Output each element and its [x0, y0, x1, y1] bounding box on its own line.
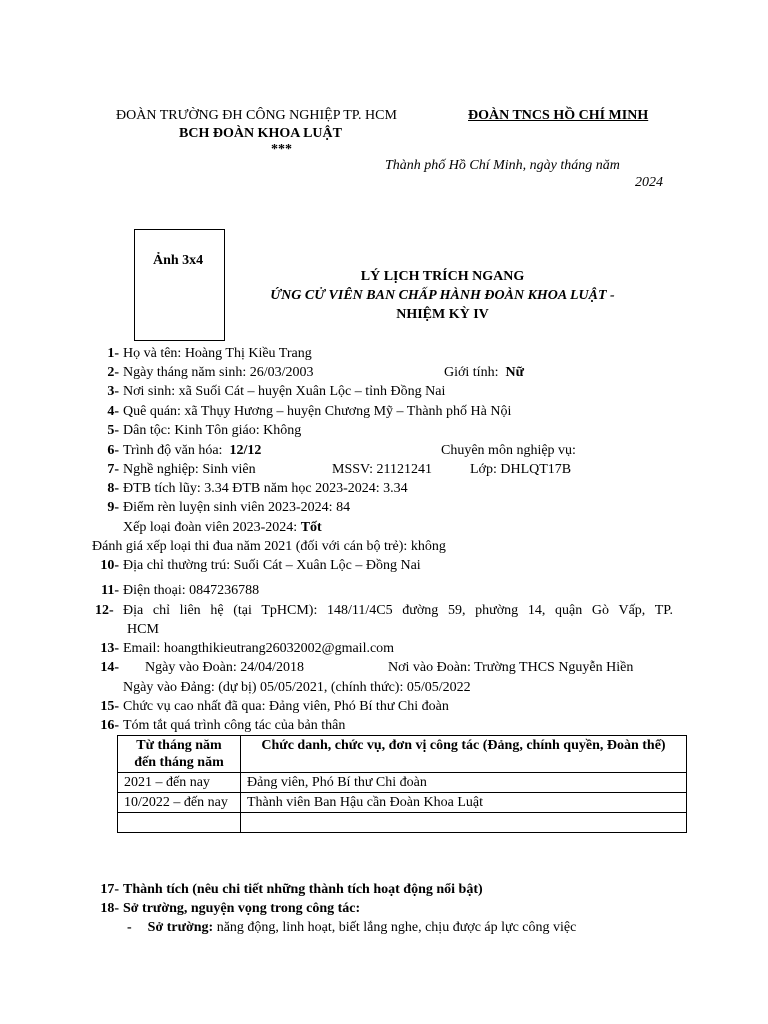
evaluation: Đánh giá xếp loại thi đua năm 2021 (đối với cán bộ trẻ): không — [92, 539, 446, 554]
field-16: 16- Tóm tắt quá trình công tác của bản thân — [100, 718, 346, 733]
row-period: 2021 – đến nay — [118, 773, 241, 793]
field-14: 14- Ngày vào Đoàn: 24/04/2018 — [100, 660, 305, 675]
org-name-right: ĐOÀN TNCS HỒ CHÍ MINH — [468, 108, 649, 123]
field-6: 6- Trình độ văn hóa: 12/12 — [107, 443, 262, 458]
party-join-dates: Ngày vào Đảng: (dự bị) 05/05/2021, (chính thức): 05/05/2022 — [123, 680, 471, 695]
table-row — [118, 793, 687, 813]
section-17: 17- Thành tích (nêu chi tiết những thành tích hoạt động nổi bật) — [100, 882, 483, 897]
header-position: Chức danh, chức vụ, đơn vị công tác (Đảng, chính quyền, Đoàn thể) — [241, 736, 687, 773]
section-18: 18- Sở trường, nguyện vọng trong công tác: — [100, 901, 361, 916]
class-code: Lớp: DHLQT17B — [470, 462, 572, 477]
field-3: 3- Nơi sinh: xã Suối Cát – huyện Xuân Lộc – tỉnh Đồng Nai — [107, 384, 446, 399]
field-2: 2- Ngày tháng năm sinh: 26/03/2003 — [107, 365, 314, 380]
row-position: Thành viên Ban Hậu cần Đoàn Khoa Luật — [241, 793, 687, 813]
strength-item: - Sở trường: năng động, linh hoạt, biết lắng nghe, chịu được áp lực công việc — [127, 920, 577, 935]
date-year: 2024 — [635, 175, 663, 190]
table-row — [118, 773, 687, 793]
field-10: 10- Địa chỉ thường trú: Suối Cát – Xuân Lộc – Đồng Nai — [100, 558, 421, 573]
header-stars: *** — [271, 142, 292, 157]
document-subtitle: ỨNG CỬ VIÊN BAN CHẤP HÀNH ĐOÀN KHOA LUẬT - — [270, 288, 615, 303]
work-history-table — [117, 735, 687, 833]
photo-label: Ảnh 3x4 — [153, 253, 204, 268]
row-period: 10/2022 – đến nay — [118, 793, 241, 813]
field-7: 7- Nghề nghiệp: Sinh viên — [107, 462, 256, 477]
date-line: Thành phố Hồ Chí Minh, ngày tháng năm — [385, 158, 620, 173]
gender: Giới tính: Nữ — [444, 365, 524, 380]
document-title: LÝ LỊCH TRÍCH NGANG — [360, 269, 525, 284]
field-4: 4- Quê quán: xã Thụy Hương – huyện Chương Mỹ – Thành phố Hà Nội — [107, 404, 512, 419]
field-15: 15- Chức vụ cao nhất đã qua: Đảng viên, Phó Bí thư Chi đoàn — [100, 699, 449, 714]
row-position — [241, 813, 687, 833]
field-9: 9- Điểm rèn luyện sinh viên 2023-2024: 84 — [107, 500, 351, 515]
major-label: Chuyên môn nghiệp vụ: — [441, 443, 576, 458]
field-5: 5- Dân tộc: Kinh Tôn giáo: Không — [107, 423, 302, 438]
table-row — [118, 813, 687, 833]
field-1: 1- Họ và tên: Hoàng Thị Kiều Trang — [107, 346, 312, 361]
field-13: 13- Email: hoangthikieutrang26032002@gmail.com — [100, 641, 395, 656]
row-position: Đảng viên, Phó Bí thư Chi đoàn — [241, 773, 687, 793]
field-12-cont: HCM — [127, 622, 159, 637]
document-term: NHIỆM KỲ IV — [396, 307, 489, 322]
field-12: 12- Địa chỉ liên hệ (tại TpHCM): 148/11/4C5 đường 59, phường 14, quận Gò Vấp, TP. — [95, 603, 673, 618]
member-ranking: Xếp loại đoàn viên 2023-2024: Tốt — [123, 520, 322, 535]
youth-union-place: Nơi vào Đoàn: Trường THCS Nguyễn Hiền — [388, 660, 634, 675]
field-8: 8- ĐTB tích lũy: 3.34 ĐTB năm học 2023-2024: 3.34 — [107, 481, 408, 496]
row-period — [118, 813, 241, 833]
student-id: MSSV: 21121241 — [332, 462, 432, 477]
header-period: Từ tháng năm đến tháng năm — [118, 736, 241, 773]
field-11: 11- Điện thoại: 0847236788 — [101, 583, 260, 598]
photo-placeholder — [134, 229, 225, 341]
org-committee: BCH ĐOÀN KHOA LUẬT — [179, 126, 342, 141]
org-name-left: ĐOÀN TRƯỜNG ĐH CÔNG NGHIỆP TP. HCM — [116, 108, 397, 123]
table-header-row — [118, 736, 687, 773]
